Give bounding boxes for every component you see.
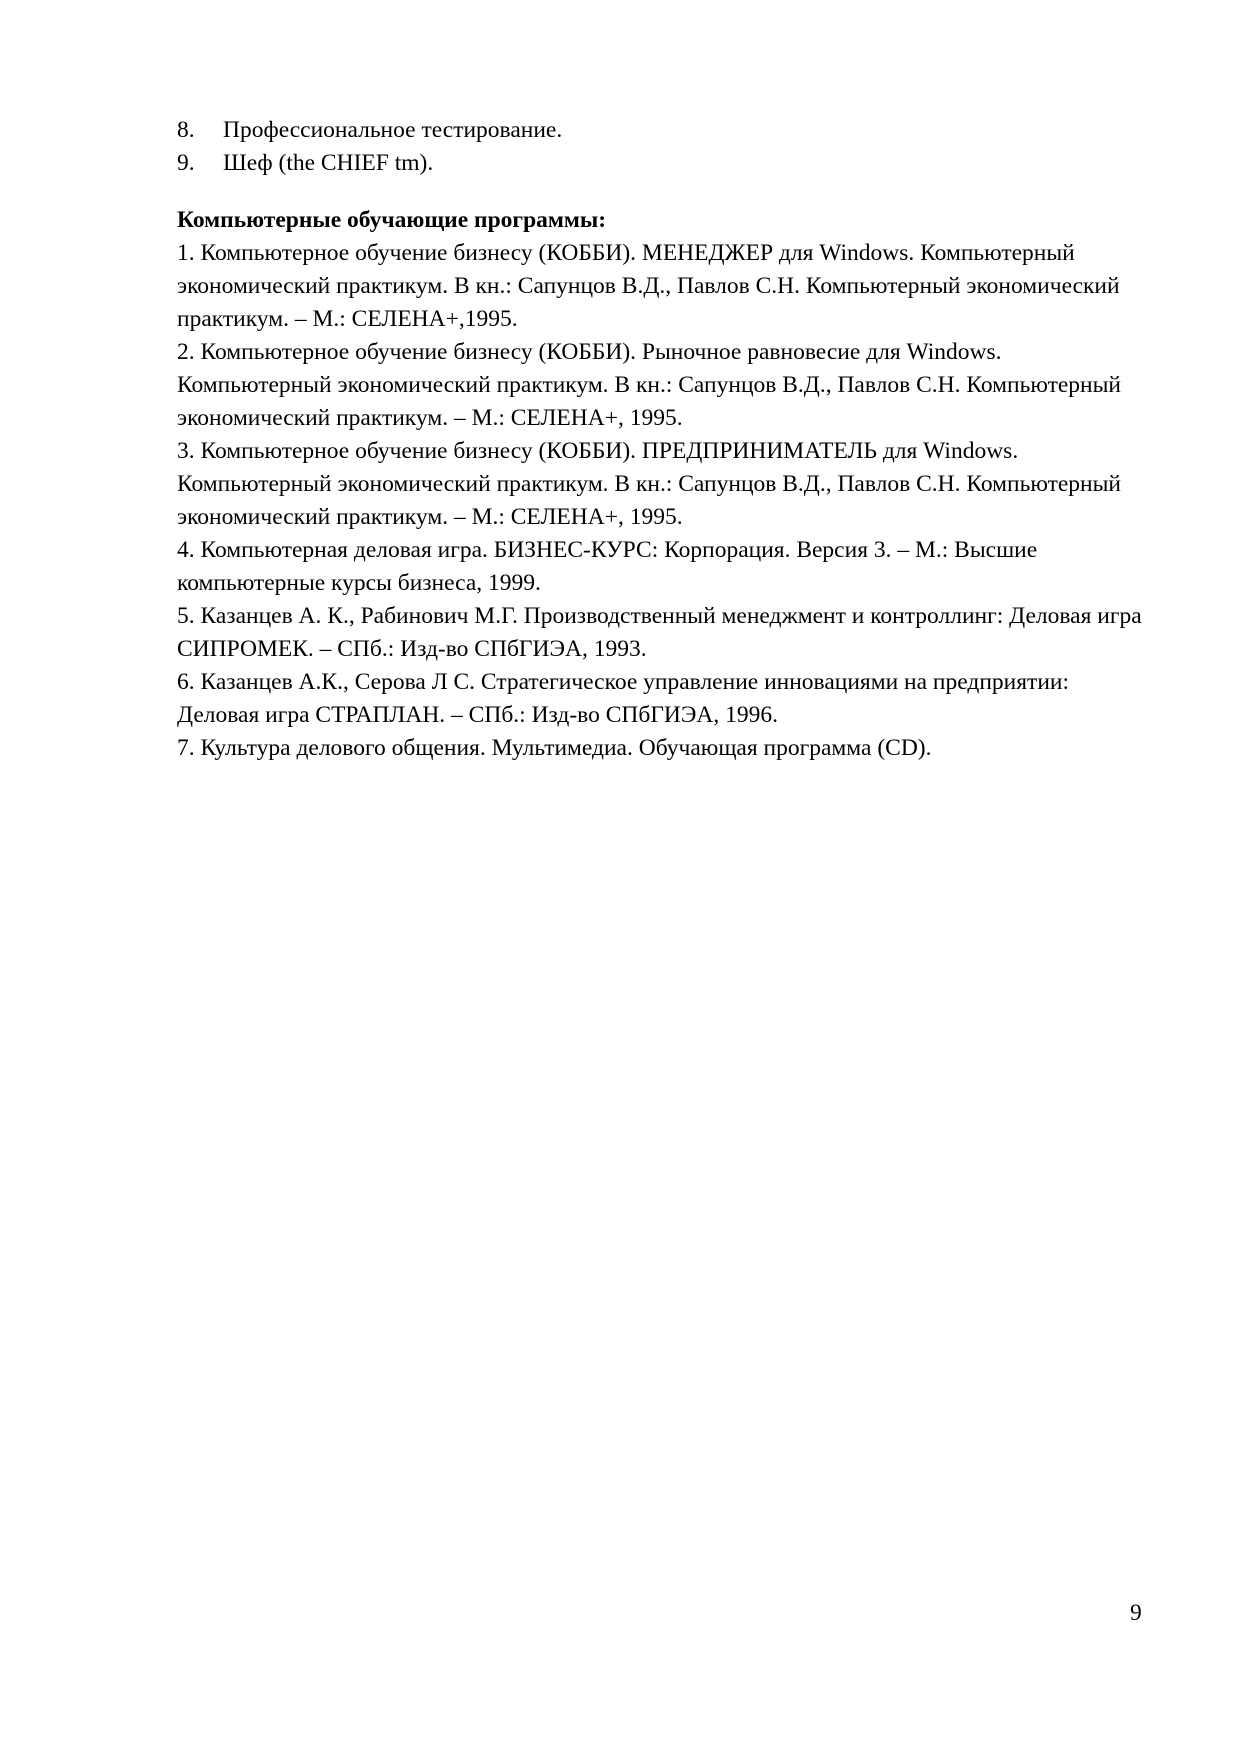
- page-number: 9: [1130, 1600, 1142, 1626]
- list-item: [177, 147, 1157, 180]
- list-item-text: Профессиональное тестирование.: [223, 117, 563, 143]
- list-item: [177, 114, 1157, 147]
- reference-item: 3. Компьютерное обучение бизнесу (КОББИ). ПРЕДПРИНИМАТЕЛЬ для Windows. Компьютерный экономический практикум. В кн.: Сапунцов В.Д., Павлов С.Н. Компьютерный экономический практикум. – М.: СЕЛЕНА+, 1995.: [177, 438, 1121, 530]
- reference-item: 5. Казанцев А. К., Рабинович М.Г. Производственный менеджмент и контроллинг: Деловая игра СИПРОМЕК. – СПб.: Изд-во СПбГИЭА, 1993.: [177, 603, 1142, 662]
- reference-item: 1. Компьютерное обучение бизнесу (КОББИ). МЕНЕДЖЕР для Windows. Компьютерный экономический практикум. В кн.: Сапунцов В.Д., Павлов С.Н. Компьютерный экономический практикум. – М.: СЕЛЕНА+,1995.: [177, 240, 1120, 332]
- list-item-number: 9.: [177, 150, 195, 176]
- reference-item: 2. Компьютерное обучение бизнесу (КОББИ). Рыночное равновесие для Windows. Компьютерный экономический практикум. В кн.: Сапунцов В.Д., Павлов С.Н. Компьютерный экономический практикум. – М.: СЕЛЕНА+, 1995.: [177, 339, 1121, 431]
- page-content: [177, 114, 1157, 765]
- reference-list: [177, 237, 1157, 765]
- numbered-list: [177, 114, 1157, 180]
- reference-item: 6. Казанцев А.К., Серова Л С. Стратегическое управление инновациями на предприятии: Деловая игра СТРАПЛАН. – СПб.: Изд-во СПбГИЭА, 1996.: [177, 669, 1070, 728]
- list-item-text: Шеф (the CHIEF tm).: [223, 150, 434, 176]
- section-heading: Компьютерные обучающие программы:: [177, 207, 607, 233]
- list-item-number: 8.: [177, 117, 195, 143]
- reference-item: 4. Компьютерная деловая игра. БИЗНЕС-КУРС: Корпорация. Версия 3. – М.: Высшие компьютерные курсы бизнеса, 1999.: [177, 537, 1038, 596]
- reference-item: 7. Культура делового общения. Мультимедиа. Обучающая программа (CD).: [177, 735, 932, 761]
